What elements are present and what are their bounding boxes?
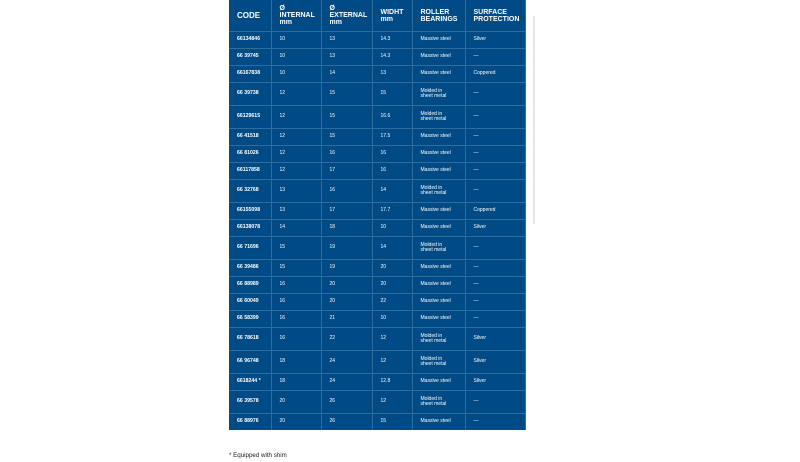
roller-text-line: sheet metal (420, 116, 447, 122)
cell-code: 66155098 (229, 203, 271, 220)
cell-width: 14 (372, 180, 412, 203)
cell-code: 66167838 (229, 66, 271, 83)
cell-external-diameter: 18 (321, 220, 372, 237)
roller-text-line: Massive steel (420, 150, 451, 157)
cell-external-diameter: 24 (321, 374, 372, 391)
cell-internal-diameter: 10 (271, 32, 321, 49)
table-row (229, 106, 525, 129)
cell-code: 66 81026 (229, 146, 271, 163)
bearings-table (229, 0, 526, 430)
cell-code: 66129615 (229, 106, 271, 129)
cell-internal-diameter: 12 (271, 146, 321, 163)
cell-code: 66117858 (229, 163, 271, 180)
roller-text-line: Molded in (420, 110, 443, 117)
cell-surface-protection: — (465, 414, 525, 431)
roller-text-line: sheet metal (420, 247, 447, 253)
cell-external-diameter: 15 (321, 129, 372, 146)
cell-external-diameter: 19 (321, 260, 372, 277)
cell-internal-diameter: 10 (271, 66, 321, 83)
header-width: WIDHT mm (372, 0, 412, 32)
cell-code: 66 39578 (229, 391, 271, 414)
cell-surface-protection: — (465, 129, 525, 146)
cell-surface-protection: Silver (465, 328, 525, 351)
table-row (229, 163, 525, 180)
cell-width: 15 (372, 414, 412, 431)
roller-text-line: Massive steel (420, 70, 451, 77)
cell-width: 12 (372, 351, 412, 374)
header-roller-bearings: ROLLER BEARINGS (412, 0, 465, 32)
cell-internal-diameter: 12 (271, 106, 321, 129)
roller-text-line: Massive steel (420, 36, 451, 43)
cell-roller-bearings (412, 294, 465, 311)
cell-surface-protection: — (465, 106, 525, 129)
cell-internal-diameter: 18 (271, 351, 321, 374)
roller-text-line: Molded in (420, 355, 443, 362)
cell-external-diameter: 17 (321, 203, 372, 220)
cell-internal-diameter: 15 (271, 237, 321, 260)
roller-text-line: Massive steel (420, 53, 451, 60)
cell-surface-protection: Coppered (465, 203, 525, 220)
table-row (229, 180, 525, 203)
table-row (229, 146, 525, 163)
cell-external-diameter: 21 (321, 311, 372, 328)
cell-code: 66 96748 (229, 351, 271, 374)
cell-external-diameter: 14 (321, 66, 372, 83)
cell-code: 66138078 (229, 220, 271, 237)
cell-internal-diameter: 16 (271, 328, 321, 351)
cell-internal-diameter: 16 (271, 277, 321, 294)
cell-internal-diameter: 14 (271, 220, 321, 237)
table-row (229, 328, 525, 351)
header-internal-diameter: Ø INTERNAL mm (271, 0, 321, 32)
roller-text-line: Massive steel (420, 224, 451, 231)
cell-external-diameter: 22 (321, 328, 372, 351)
table-body (229, 32, 525, 431)
cell-internal-diameter: 12 (271, 163, 321, 180)
roller-text-line: Massive steel (420, 315, 451, 322)
cell-surface-protection: — (465, 277, 525, 294)
cell-code: 66 88989 (229, 277, 271, 294)
cell-external-diameter: 19 (321, 237, 372, 260)
cell-roller-bearings (412, 414, 465, 431)
cell-surface-protection: Silver (465, 32, 525, 49)
cell-width: 22 (372, 294, 412, 311)
table-row (229, 277, 525, 294)
cell-roller-bearings (412, 83, 465, 106)
cell-code: 66 39486 (229, 260, 271, 277)
table-row (229, 203, 525, 220)
cell-code: 66 71696 (229, 237, 271, 260)
roller-text-line: Molded in (420, 241, 443, 248)
cell-width: 15 (372, 83, 412, 106)
cell-width: 17.7 (372, 203, 412, 220)
cell-width: 16.6 (372, 106, 412, 129)
cell-internal-diameter: 12 (271, 129, 321, 146)
cell-width: 12 (372, 391, 412, 414)
cell-internal-diameter: 18 (271, 374, 321, 391)
cell-width: 14.3 (372, 32, 412, 49)
cell-external-diameter: 26 (321, 391, 372, 414)
cell-external-diameter: 15 (321, 106, 372, 129)
cell-code: 66 58399 (229, 311, 271, 328)
cell-external-diameter: 13 (321, 32, 372, 49)
cell-width: 10 (372, 220, 412, 237)
header-external-diameter: Ø EXTERNAL mm (321, 0, 372, 32)
cell-width: 20 (372, 260, 412, 277)
cell-external-diameter: 16 (321, 146, 372, 163)
roller-text-line: Massive steel (420, 378, 451, 385)
cell-width: 17.5 (372, 129, 412, 146)
roller-text-line: Molded in (420, 184, 443, 191)
cell-code: 66 88976 (229, 414, 271, 431)
cell-external-diameter: 24 (321, 351, 372, 374)
cell-internal-diameter: 10 (271, 49, 321, 66)
cell-roller-bearings (412, 66, 465, 83)
cell-roller-bearings (412, 328, 465, 351)
table-header-row (229, 0, 525, 32)
table-row (229, 351, 525, 374)
table-row (229, 32, 525, 49)
cell-external-diameter: 17 (321, 163, 372, 180)
roller-text-line: Massive steel (420, 264, 451, 271)
cell-surface-protection: Silver (465, 374, 525, 391)
cell-internal-diameter: 16 (271, 311, 321, 328)
cell-external-diameter: 20 (321, 294, 372, 311)
cell-code: 66 39738 (229, 83, 271, 106)
cell-surface-protection: — (465, 294, 525, 311)
cell-roller-bearings (412, 163, 465, 180)
cell-width: 20 (372, 277, 412, 294)
cell-roller-bearings (412, 311, 465, 328)
cell-width: 13 (372, 66, 412, 83)
cell-surface-protection: Silver (465, 351, 525, 374)
cell-code: 66 32768 (229, 180, 271, 203)
roller-text-line: Massive steel (420, 207, 451, 214)
table-row (229, 49, 525, 66)
table-row (229, 220, 525, 237)
table-row (229, 260, 525, 277)
roller-text-line: Molded in (420, 87, 443, 94)
cell-code: 66 60049 (229, 294, 271, 311)
table-row (229, 294, 525, 311)
cell-internal-diameter: 20 (271, 414, 321, 431)
table-row (229, 374, 525, 391)
cell-roller-bearings (412, 203, 465, 220)
cell-internal-diameter: 15 (271, 260, 321, 277)
table-row (229, 66, 525, 83)
cell-width: 12 (372, 328, 412, 351)
roller-text-line: sheet metal (420, 93, 447, 99)
roller-text-line: sheet metal (420, 361, 447, 367)
roller-text-line: Massive steel (420, 167, 451, 174)
header-code: CODE (229, 0, 271, 32)
table-row (229, 311, 525, 328)
roller-text-line: Massive steel (420, 418, 451, 425)
roller-text-line: sheet metal (420, 338, 447, 344)
cell-roller-bearings (412, 351, 465, 374)
cell-code: 66134846 (229, 32, 271, 49)
cell-roller-bearings (412, 32, 465, 49)
scrollbar-track[interactable] (533, 16, 535, 224)
cell-surface-protection: — (465, 391, 525, 414)
cell-roller-bearings (412, 237, 465, 260)
roller-text-line: Massive steel (420, 298, 451, 305)
roller-text-line: sheet metal (420, 401, 447, 407)
table-row (229, 237, 525, 260)
cell-external-diameter: 16 (321, 180, 372, 203)
cell-roller-bearings (412, 106, 465, 129)
cell-surface-protection: — (465, 260, 525, 277)
cell-width: 14.3 (372, 49, 412, 66)
roller-text-line: Massive steel (420, 133, 451, 140)
roller-text-line: Massive steel (420, 281, 451, 288)
cell-surface-protection: — (465, 237, 525, 260)
cell-code: 66 78618 (229, 328, 271, 351)
cell-roller-bearings (412, 220, 465, 237)
cell-external-diameter: 20 (321, 277, 372, 294)
cell-internal-diameter: 13 (271, 180, 321, 203)
footnote: * Equipped with shim (229, 452, 287, 459)
cell-roller-bearings (412, 146, 465, 163)
cell-code: 66 41518 (229, 129, 271, 146)
cell-code: 6618244 * (229, 374, 271, 391)
cell-surface-protection: — (465, 146, 525, 163)
roller-text-line: Molded in (420, 395, 443, 402)
cell-surface-protection: — (465, 163, 525, 180)
table-row (229, 391, 525, 414)
cell-roller-bearings (412, 180, 465, 203)
cell-code: 66 39745 (229, 49, 271, 66)
cell-surface-protection: — (465, 49, 525, 66)
header-surface-protection: SURFACE PROTECTION (465, 0, 525, 32)
cell-roller-bearings (412, 129, 465, 146)
cell-width: 10 (372, 311, 412, 328)
cell-internal-diameter: 16 (271, 294, 321, 311)
cell-roller-bearings (412, 260, 465, 277)
cell-roller-bearings (412, 391, 465, 414)
cell-external-diameter: 13 (321, 49, 372, 66)
cell-surface-protection: Coppered (465, 66, 525, 83)
cell-width: 14 (372, 237, 412, 260)
cell-external-diameter: 26 (321, 414, 372, 431)
cell-internal-diameter: 13 (271, 203, 321, 220)
table-row (229, 83, 525, 106)
roller-text-line: Molded in (420, 332, 443, 339)
cell-surface-protection: — (465, 83, 525, 106)
cell-width: 16 (372, 146, 412, 163)
cell-internal-diameter: 20 (271, 391, 321, 414)
cell-internal-diameter: 12 (271, 83, 321, 106)
cell-roller-bearings (412, 374, 465, 391)
cell-surface-protection: — (465, 180, 525, 203)
cell-width: 16 (372, 163, 412, 180)
cell-roller-bearings (412, 277, 465, 294)
cell-roller-bearings (412, 49, 465, 66)
cell-surface-protection: — (465, 311, 525, 328)
roller-text-line: sheet metal (420, 190, 447, 196)
cell-external-diameter: 15 (321, 83, 372, 106)
table-row (229, 414, 525, 431)
table-row (229, 129, 525, 146)
cell-surface-protection: Silver (465, 220, 525, 237)
cell-width: 12.8 (372, 374, 412, 391)
